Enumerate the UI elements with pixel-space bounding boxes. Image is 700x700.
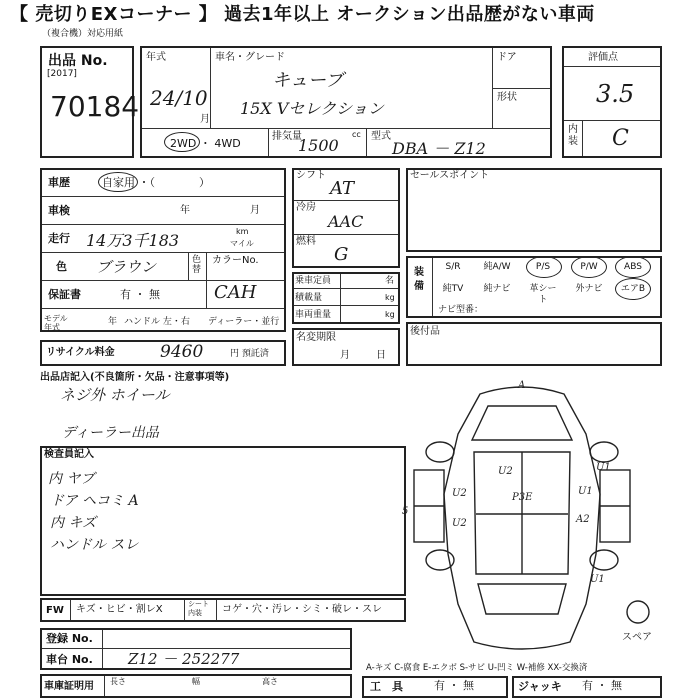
name-change-label: 名変期限 <box>296 332 336 343</box>
model-year-month: 月 <box>200 114 210 125</box>
equipment-label: 装備 <box>414 267 424 292</box>
color-value: ブラウン <box>96 258 157 276</box>
equip-abs: ABS <box>624 262 642 272</box>
warranty-label: 保証書 <box>48 288 81 301</box>
model-row-handle: ハンドル 左・右 <box>124 317 190 327</box>
equip-leather: 革シート <box>529 284 557 305</box>
inspector-line2: ドア ヘコミ A <box>50 493 139 509</box>
color-label: 色 <box>56 260 67 273</box>
inspector-line4: ハンドル スレ <box>50 537 139 553</box>
spare-label: スペア <box>622 632 652 643</box>
car-grade-value: 15X Vセレクション <box>240 99 384 118</box>
score-value: 3.5 <box>596 80 635 108</box>
chassis-value: Z12 － 252277 <box>128 650 240 668</box>
inspector-line1: 内 ヤブ <box>48 471 95 487</box>
notes-line1: ネジ外 ホイール <box>60 386 170 404</box>
displacement-value: 1500 <box>298 136 339 155</box>
drive-selected-circle <box>164 132 200 152</box>
equip-ps-circle <box>526 256 562 278</box>
displacement-unit: cc <box>352 130 361 139</box>
model-code-value: DBA － Z12 <box>392 139 486 158</box>
aircon-value: AAC <box>328 212 364 231</box>
navi-model-label: ナビ型番： <box>438 305 484 315</box>
warranty-options: 有 ・ 無 <box>120 288 160 301</box>
mileage-label: 走行 <box>48 232 70 245</box>
score-label: 評価点 <box>588 52 618 63</box>
tools-label: 工 具 <box>370 680 403 693</box>
interior-label: 内 装 <box>568 124 578 147</box>
model-year-value: 24/10 <box>150 86 208 110</box>
listing-number: 70184 <box>50 90 140 123</box>
cert-width: 幅 <box>192 677 200 686</box>
cert-label: 車庫証明用 <box>44 681 94 692</box>
history-label: 車歴 <box>48 176 70 189</box>
equip-tv: 純TV <box>442 284 464 294</box>
jack-label: ジャッキ <box>518 680 562 693</box>
equip-airbag-circle <box>615 278 651 300</box>
equip-abs-circle <box>615 256 651 278</box>
recycle-label: リサイクル料金 <box>46 347 115 358</box>
page-banner: 【 売切りEXコーナー 】 過去1年以上 オークション出品歴がない車両 <box>10 4 595 25</box>
color-change-label: 色替 <box>192 255 202 275</box>
equip-ps: P/S <box>535 262 551 272</box>
year-tag: [2017] <box>47 69 77 79</box>
cert-height: 高さ <box>262 677 278 686</box>
capacity-label: 乗車定員 <box>295 276 332 286</box>
equip-airbag: エアB <box>620 284 646 294</box>
inspection-label: 車検 <box>48 204 70 217</box>
fuel-label: 燃料 <box>296 236 316 247</box>
model-code-label: 型式 <box>371 131 391 142</box>
equip-pw-circle <box>571 256 607 278</box>
mark-u2-c: U2 <box>498 466 513 477</box>
car-name-label: 車名・グレード <box>215 52 285 63</box>
color-no-label: カラーNo. <box>212 255 259 266</box>
mark-u1-a: U1 <box>578 486 593 497</box>
notes-line2: ディーラー出品 <box>62 425 159 441</box>
car-name-value: キューブ <box>272 70 344 91</box>
mark-u1-c: U1 <box>590 574 605 585</box>
sales-point-label: セールスポイント <box>410 170 490 181</box>
equip-alloy: 純A/W <box>483 262 511 272</box>
notes-label: 出品店記入(不良箇所・欠品・注意事項等) <box>40 372 230 383</box>
model-row-year: 年 <box>108 317 118 327</box>
registration-label: 登録 No. <box>46 632 93 645</box>
mark-u2-b: U2 <box>452 518 467 529</box>
inspection-month: 月 <box>250 205 260 216</box>
color-no-value: CAH <box>214 282 257 303</box>
history-options: 自家用 ・（ ） <box>102 176 210 189</box>
paper-note: （複合機）対応用紙 <box>42 29 124 39</box>
after-parts-label: 後付品 <box>410 326 440 337</box>
displacement-label: 排気量 <box>272 131 302 142</box>
inspector-label: 検査員記入 <box>44 449 94 460</box>
mark-front-a: A <box>518 380 526 391</box>
chassis-label: 車台 No. <box>46 653 93 666</box>
shift-label: シフト <box>296 170 326 181</box>
weight-label: 車両重量 <box>295 310 332 320</box>
mark-a2: A2 <box>576 514 590 525</box>
load-unit: kg <box>385 293 395 302</box>
equip-sr: S/R <box>445 262 461 272</box>
recycle-unit: 円 預託済 <box>230 349 269 359</box>
tools-options: 有 ・ 無 <box>434 679 474 692</box>
fw-items: キズ・ヒビ・割レX <box>76 604 163 615</box>
aircon-label: 冷房 <box>296 202 316 213</box>
capacity-unit: 名 <box>385 276 395 286</box>
shape-label: 形状 <box>497 92 517 103</box>
mark-u2-a: U2 <box>452 488 467 499</box>
name-change-month: 月 <box>340 350 350 361</box>
fw-label: FW <box>46 605 64 616</box>
model-year-label: 年式 <box>146 52 166 63</box>
inspection-year: 年 <box>180 205 190 216</box>
mark-side: 5 <box>402 506 409 517</box>
inspector-line3: 内 キズ <box>50 515 97 531</box>
mark-p3e: P3E <box>512 492 533 503</box>
interior-value: C <box>612 126 629 151</box>
door-label: ドア <box>497 52 517 63</box>
drive-options: 2WD ・ 4WD <box>170 137 241 150</box>
fuel-value: G <box>334 244 349 265</box>
model-year-row-label: モデル 年式 <box>44 314 68 332</box>
jack-options: 有 ・ 無 <box>582 679 622 692</box>
after-parts-box <box>406 322 662 366</box>
load-label: 積載量 <box>295 293 323 303</box>
mileage-unit-km: km <box>236 227 249 236</box>
seat-items: コゲ・穴・汚レ・シミ・破レ・スレ <box>222 604 382 615</box>
car-damage-diagram <box>400 374 662 664</box>
weight-unit: kg <box>385 310 395 319</box>
mark-u1-b: U1 <box>596 462 611 473</box>
model-row-dealer: ディーラー・並行 <box>208 317 280 327</box>
shift-value: AT <box>330 178 355 199</box>
mileage-value: 14万3千183 <box>86 231 180 250</box>
recycle-value: 9460 <box>160 342 204 362</box>
damage-legend: A-キズ C-腐食 E-エクボ S-サビ U-凹ミ W-補修 XX-交換済 <box>366 663 588 673</box>
equip-pw: P/W <box>580 262 598 272</box>
seat-label: シート 内装 <box>188 600 209 617</box>
history-selected-circle <box>98 172 138 192</box>
equip-navi: 純ナビ <box>483 284 511 294</box>
mileage-unit-mile: マイル <box>230 239 254 248</box>
cert-length: 長さ <box>110 677 126 686</box>
listing-label: 出品 No. <box>48 53 108 69</box>
name-change-day: 日 <box>376 350 386 361</box>
equip-ext-navi: 外ナビ <box>575 284 603 294</box>
